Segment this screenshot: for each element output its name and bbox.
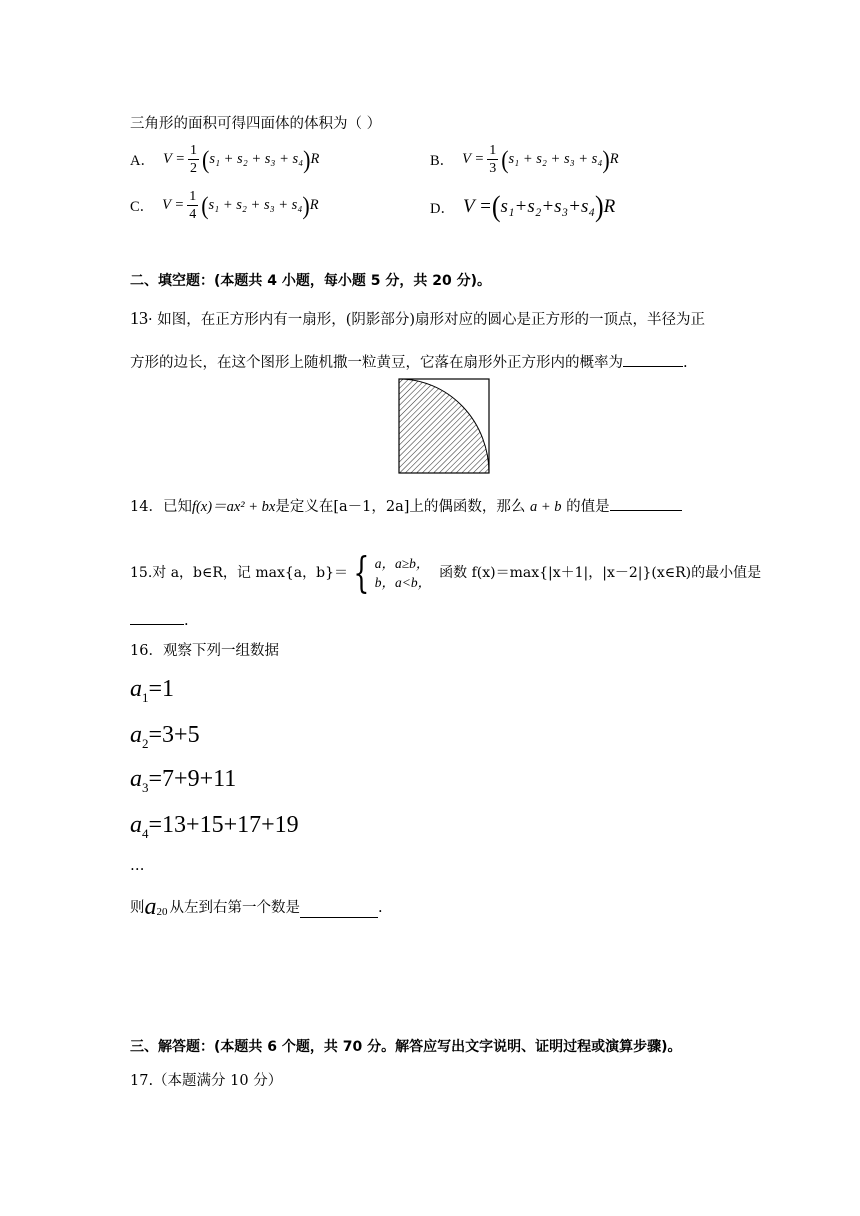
sequence-value: =7+9+11 [148, 766, 237, 792]
option-lhs: V = [462, 151, 485, 167]
fraction [187, 188, 198, 223]
sequence-value: =13+15+17+19 [148, 812, 299, 838]
sequence-variable: a [130, 812, 142, 838]
sequence-row-1 [130, 676, 174, 706]
question-15-text: 函数 f(x)＝max{|x＋1|，|x－2|}(x∈R)的最小值是 [439, 565, 762, 581]
option-lhs: V = [162, 197, 185, 213]
sequence-index: 3 [142, 779, 149, 795]
fraction-denominator: 2 [190, 161, 197, 176]
punctuation: . [683, 355, 688, 371]
option-tail: R [309, 197, 319, 213]
option-sum: s₁ + s₂ + s₃ + s₄ [209, 151, 304, 167]
question-16-intro: 16．观察下列一组数据 [130, 643, 279, 659]
question-13-text: 方形的边长，在这个图形上随机撒一粒黄豆，它落在扇形外正方形内的概率为 [130, 355, 623, 371]
question-14 [130, 496, 682, 517]
question-13-line-1: 13· 如图，在正方形内有一扇形，(阴影部分)扇形对应的圆心是正方形的一顶点，半径为正 [130, 308, 706, 328]
question-13-line-2 [130, 352, 688, 373]
sequence-variable: a [130, 722, 142, 748]
option-tail: R [609, 151, 619, 167]
option-d: D． V = ( s₁+s₂+s₃+s₄ ) R [430, 189, 616, 224]
sequence-value: =1 [148, 676, 175, 702]
question-12-stem-tail: 三角形的面积可得四面体的体积为（ ） [130, 116, 382, 132]
option-lhs: V = [462, 196, 492, 217]
sequence-variable: a [130, 676, 142, 702]
question-15 [130, 548, 762, 597]
option-label: A． [130, 153, 155, 169]
question-15-text: 15.对 a，b∈R，记 max{a，b}＝ [130, 565, 349, 581]
option-b: B． V = $\frac{1}{3}$ ( s₁ + s₂ + s₃ + s₄ ) R [430, 143, 619, 176]
question-17-header: 17.（本题满分 10 分） [130, 1073, 283, 1089]
question-14-text: 14．已知 [130, 499, 192, 515]
fraction-denominator: 4 [189, 207, 197, 222]
option-sum: s₁ + s₂ + s₃ + s₄ [508, 151, 603, 167]
sequence-row-3 [130, 766, 236, 796]
fraction-denominator: 3 [489, 161, 497, 176]
section-3-heading: 三、解答题：(本题共 6 个题，共 70 分。解答应写出文字说明、证明过程或演算步骤)。 [130, 1039, 682, 1055]
option-label: D． [430, 200, 455, 217]
sequence-row-2 [130, 722, 200, 752]
answer-blank [300, 903, 378, 918]
sequence-index: 4 [142, 825, 149, 841]
square-with-sector-figure [398, 378, 490, 474]
sequence-value: =3+5 [148, 722, 200, 748]
fraction [188, 142, 199, 177]
option-label: C． [130, 199, 155, 215]
section-2-heading: 二、填空题：(本题共 4 小题，每小题 5 分，共 20 分)。 [130, 273, 492, 289]
option-sum: s₁+s₂+s₃+s₄ [500, 196, 595, 217]
answer-blank [130, 610, 184, 625]
fraction-numerator: 1 [190, 143, 197, 158]
answer-blank [623, 352, 683, 367]
option-tail: R [310, 151, 320, 167]
question-16-ask [130, 896, 383, 918]
answer-blank [610, 496, 682, 511]
sequence-index: 20 [156, 906, 168, 918]
sequence-variable: a [144, 894, 157, 920]
punctuation: . [378, 900, 383, 916]
question-number: 13 [130, 308, 148, 328]
fraction-numerator: 1 [189, 189, 197, 204]
ellipsis: … [130, 858, 145, 874]
sequence-variable: a [130, 766, 142, 792]
option-lhs: V = [162, 151, 185, 167]
shaded-sector [399, 379, 489, 473]
fraction [487, 142, 498, 177]
question-14-expression: a + b [530, 499, 562, 515]
question-16-text: 则 [130, 900, 145, 916]
sequence-row-4 [130, 812, 299, 842]
option-tail: R [603, 196, 616, 217]
question-14-text: 的值是 [566, 499, 610, 515]
sequence-index: 1 [142, 689, 149, 705]
option-c: C． V = $\frac{1}{4}$ ( s₁ + s₂ + s₃ + s₄ ) R [130, 189, 319, 222]
sequence-index: 2 [142, 735, 149, 751]
piecewise-definition: { a，a≥b， b，a<b， [353, 548, 432, 597]
question-15-answer-line [130, 610, 189, 631]
question-16-text: 从左到右第一个数是 [169, 900, 300, 916]
option-label: B． [430, 153, 455, 169]
option-sum: s₁ + s₂ + s₃ + s₄ [208, 197, 303, 213]
option-a: A． V = $\frac{1}{2}$ ( s₁ + s₂ + s₃ + s₄ ) R [130, 143, 320, 176]
question-14-text: 是定义在[a－1，2a]上的偶函数，那么 [275, 499, 526, 515]
piecewise-case-1: a，a≥b， [374, 556, 430, 571]
piecewise-case-2: b，a<b， [374, 575, 432, 590]
punctuation: . [184, 613, 189, 629]
question-14-function: f(x)＝ax² + bx [191, 499, 276, 515]
question-13-text: 如图，在正方形内有一扇形，(阴影部分)扇形对应的圆心是正方形的一顶点，半径为正 [157, 312, 706, 328]
fraction-numerator: 1 [489, 143, 497, 158]
